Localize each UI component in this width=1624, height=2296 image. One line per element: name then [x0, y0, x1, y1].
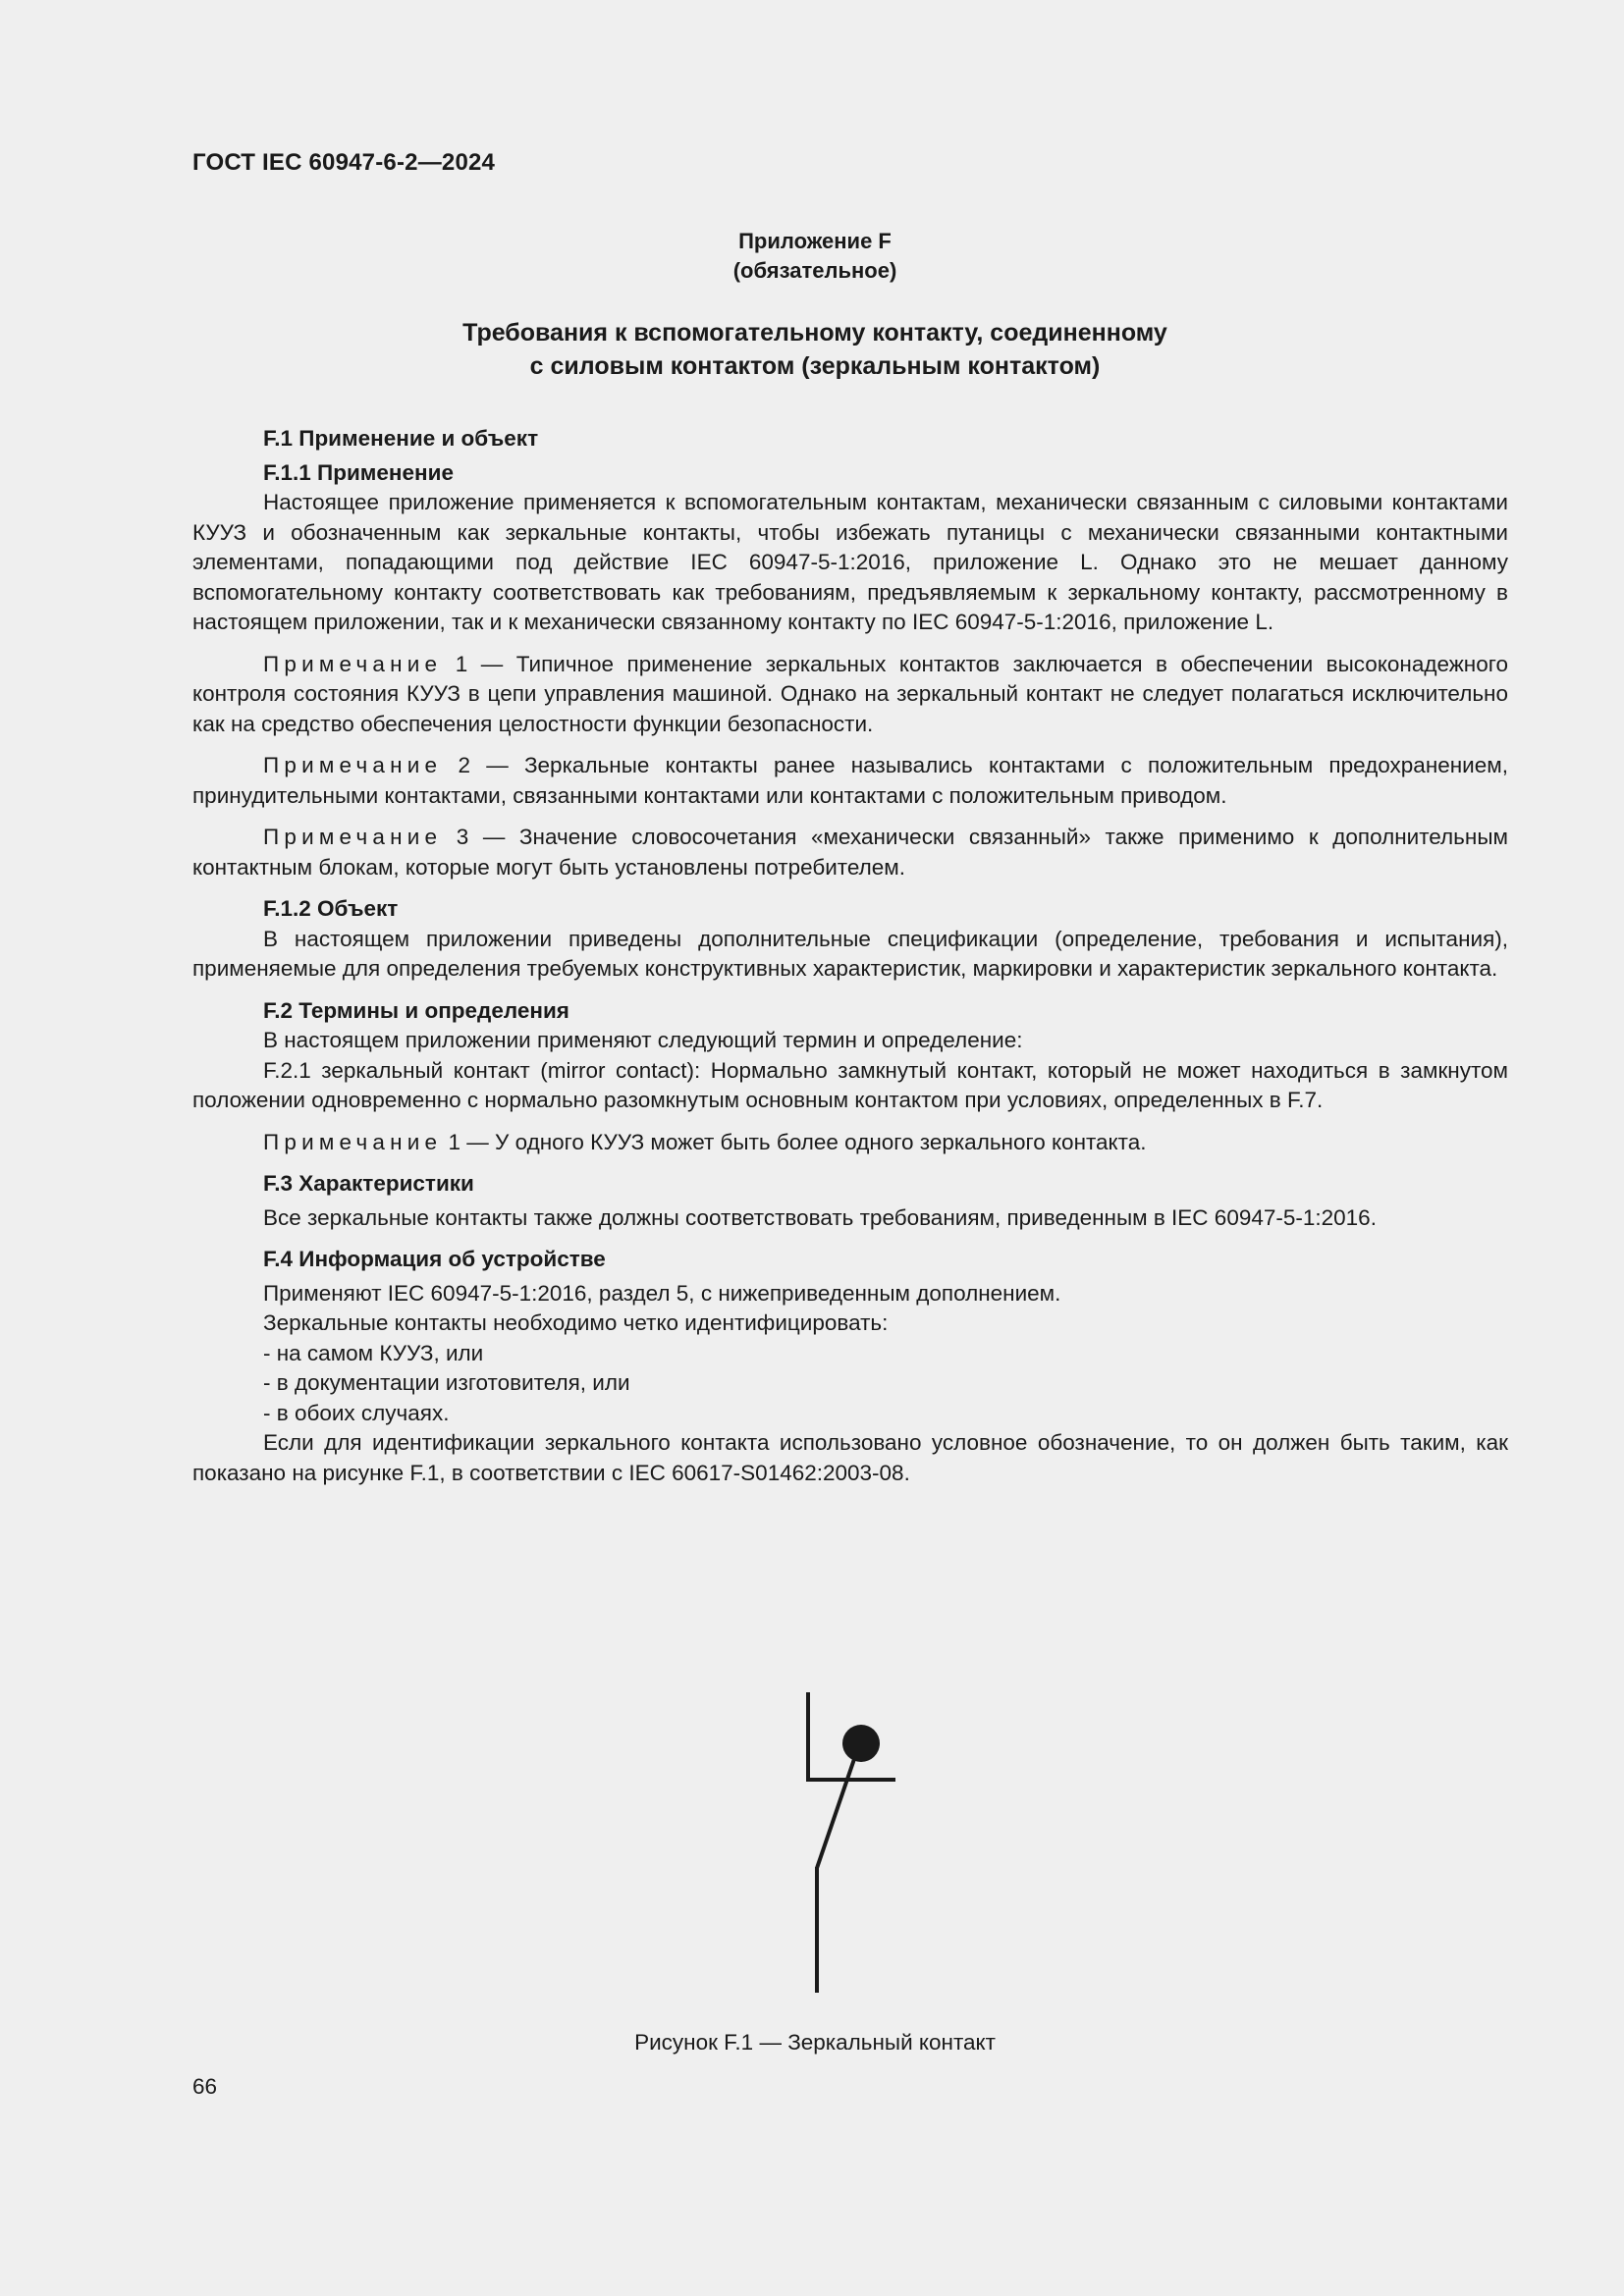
symbol-switch-blade	[817, 1759, 854, 1868]
note-number: 1	[448, 1129, 461, 1154]
note-text: — Значение словосочетания «механически связанный» также применимо к дополнительным контактным блокам, которые могут быть установлены потребителем.	[192, 825, 1508, 880]
note-f2	[192, 1128, 1508, 1158]
note-label: Примечание	[263, 1129, 443, 1154]
document-body	[192, 424, 1508, 1488]
paragraph-f21: F.2.1 зеркальный контакт (mirror contact): Нормально замкнутый контакт, который не может находиться в замкнутом положении одновременно с нормально разомкнутым основным контактом при условиях, определенных в F.7.	[192, 1057, 1508, 1112]
paragraph-f11: Настоящее приложение применяется к вспомогательным контактам, механически связанным с силовыми контактами КУУЗ и обозначенным как зеркальные контакты, чтобы избежать путаницы с механически связанными контактными элементами, попадающими под действие IEC 60947-5-1:2016, приложение L. Однако это не мешает данному вспомогательному контакту соответствовать как требованиям, предъявляемым к зеркальному контакту, рассмотренному в настоящем приложении, так и к механически связанному контакту по IEC 60947-5-1:2016, приложение L.	[192, 490, 1508, 634]
note-1	[192, 650, 1508, 740]
mirror-contact-symbol-svg	[766, 1686, 923, 2001]
appendix-label: Приложение F	[738, 229, 892, 253]
paragraph-f2-intro: В настоящем приложении применяют следующий термин и определение:	[263, 1028, 1023, 1052]
section-heading-f4: F.4 Информация об устройстве	[263, 1247, 606, 1271]
note-text: — Типичное применение зеркальных контактов заключается в обеспечении высоконадежного контроля состояния КУУЗ в цепи управления машиной. Однако на зеркальный контакт не следует полагаться исключительно как на средство обеспечения целостности функции безопасности.	[192, 651, 1508, 736]
page-number: 66	[192, 2074, 218, 2099]
document-header: ГОСТ IEC 60947-6-2—2024	[192, 149, 496, 176]
symbol-contact-dot	[842, 1725, 880, 1762]
section-heading-f11: F.1.1 Применение	[263, 459, 454, 485]
note-number: 2	[458, 753, 470, 777]
paragraph-f4-2: Зеркальные контакты необходимо четко идентифицировать:	[263, 1310, 889, 1335]
figure-caption: Рисунок F.1 — Зеркальный контакт	[634, 2030, 996, 2055]
paragraph-f12: В настоящем приложении приведены дополнительные спецификации (определение, требования и испытания), применяемые для определения требуемых конструктивных характеристик, маркировки и характеристик зеркального контакта.	[192, 926, 1508, 981]
paragraph-f4-1: Применяют IEC 60947-5-1:2016, раздел 5, с нижеприведенным дополнением.	[263, 1280, 1061, 1306]
note-3	[192, 823, 1508, 882]
appendix-label-block	[192, 227, 1437, 286]
note-label: Примечание	[263, 825, 443, 849]
note-text: — Зеркальные контакты ранее назывались контактами с положительным предохранением, принудительными контактами, связанными контактами или контактами с положительным приводом.	[192, 753, 1508, 808]
list-item: - в документации изготовителя, или	[263, 1370, 630, 1395]
note-2	[192, 751, 1508, 811]
mirror-contact-symbol	[766, 1686, 923, 2001]
appendix-status: (обязательное)	[732, 258, 897, 283]
note-label: Примечание	[263, 753, 443, 777]
appendix-title-line2: с силовым контактом (зеркальным контактом)	[529, 352, 1101, 380]
paragraph-f3: Все зеркальные контакты также должны соответствовать требованиям, приведенным в IEC 60947-5-1:2016.	[263, 1204, 1377, 1230]
note-text: — У одного КУУЗ может быть более одного зеркального контакта.	[466, 1129, 1147, 1154]
list-item: - на самом КУУЗ, или	[263, 1340, 484, 1365]
list-item: - в обоих случаях.	[263, 1400, 450, 1425]
appendix-title	[192, 316, 1437, 383]
section-heading-f2: F.2 Термины и определения	[263, 997, 569, 1023]
section-heading-f3: F.3 Характеристики	[263, 1171, 474, 1196]
note-number: 3	[456, 825, 469, 849]
section-heading-f12: F.1.2 Объект	[263, 896, 399, 921]
section-heading-f1: F.1 Применение и объект	[263, 426, 539, 451]
paragraph-f4-3: Если для идентификации зеркального контакта использовано условное обозначение, то он должен быть таким, как показано на рисунке F.1, в соответствии с IEC 60617-S01462:2003-08.	[192, 1430, 1508, 1485]
note-label: Примечание	[263, 651, 443, 676]
note-number: 1	[455, 651, 468, 676]
appendix-title-line1: Требования к вспомогательному контакту, соединенному	[462, 319, 1167, 347]
